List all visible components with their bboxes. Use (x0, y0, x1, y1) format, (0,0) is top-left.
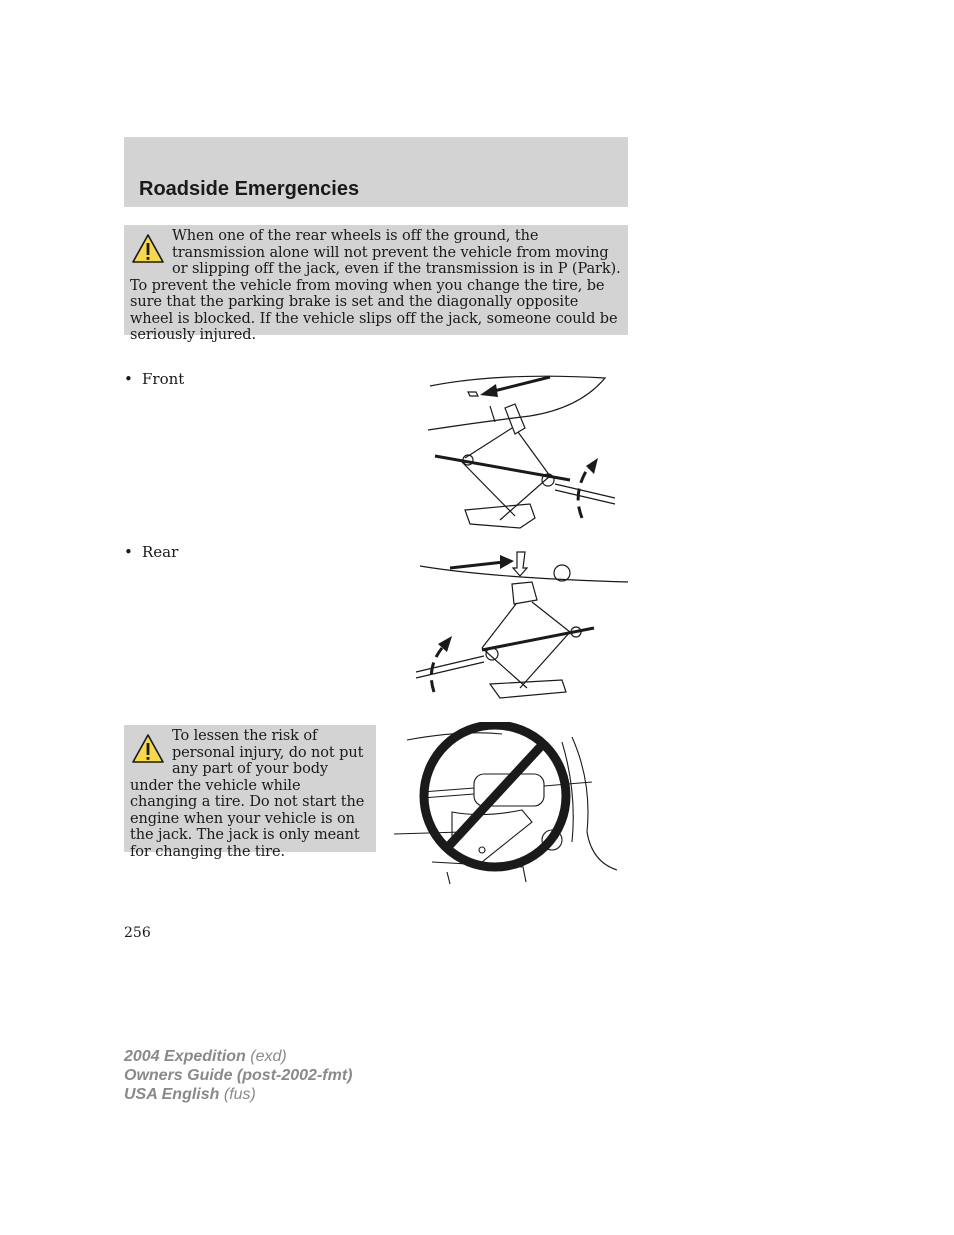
warning-text: When one of the rear wheels is off the ground, the transmission alone will not prevent the vehicle from moving or slipping off the jack, even if the transmission is in P (Park). To prevent the vehicle from moving when you change the tire, be sure that the parking brake is set and the diagonally opposite wheel is blocked. If the vehicle slips off the jack, someone could be seriously injured. (130, 228, 621, 343)
bullet-rear-label: Rear (142, 543, 179, 561)
section-title: Roadside Emergencies (139, 178, 360, 200)
no-body-under-vehicle-illustration (392, 722, 624, 887)
footer-line-1 (124, 1047, 352, 1066)
footer-model: 2004 Expedition (124, 1048, 246, 1065)
document-footer (124, 1047, 352, 1104)
footer-language: USA English (124, 1086, 220, 1103)
warning-box-jack-slip (124, 225, 628, 343)
warning-triangle-icon (130, 231, 166, 267)
section-header-band (124, 137, 628, 207)
warning-text: To lessen the risk of personal injury, do not put any part of your body under the vehicle while changing a tire. Do not start the engine when your vehicle is on the jack. The jack is only meant for changing the tire. (130, 728, 365, 860)
front-jack-illustration (420, 368, 630, 538)
bullet-front: • Front (124, 370, 185, 388)
warning-box-body-under-vehicle (124, 725, 376, 860)
footer-line-3 (124, 1085, 352, 1104)
bullet-front-label: Front (142, 370, 185, 388)
footer-model-code: (exd) (250, 1048, 287, 1065)
page-number: 256 (124, 925, 151, 941)
footer-guide: Owners Guide (post-2002-fmt) (124, 1067, 353, 1084)
rear-jack-illustration (412, 548, 630, 708)
footer-line-2 (124, 1066, 352, 1085)
footer-language-code: (fus) (223, 1086, 256, 1103)
bullet-rear: • Rear (124, 543, 179, 561)
warning-triangle-icon (130, 731, 166, 767)
